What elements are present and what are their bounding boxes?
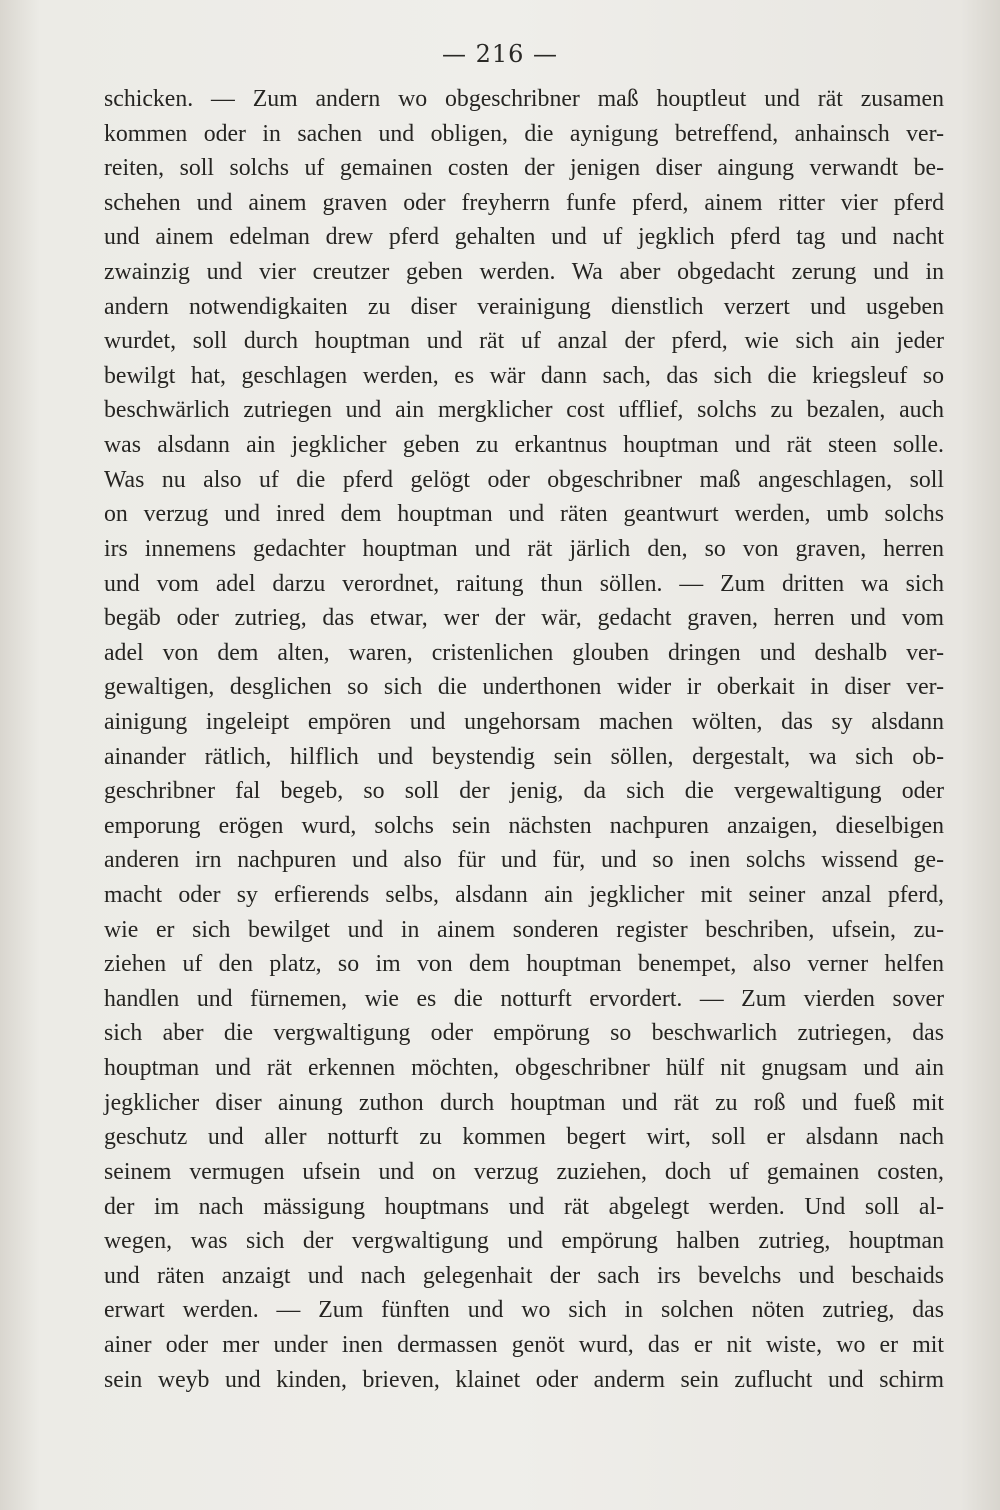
text-line: kommen oder in sachen und obligen, die aynigung betreffend, anhainsch ver- xyxy=(104,120,944,147)
text-line: geschutz und aller notturft zu kommen begert wirt, soll er alsdann nach xyxy=(104,1124,944,1151)
text-line: bewilgt hat, geschlagen werden, es wär dann sach, das sich die kriegsleuf so xyxy=(104,362,944,389)
text-line: houptman und rät erkennen möchten, obgeschribner hülf nit gnugsam und ain xyxy=(104,1055,944,1082)
text-line: anderen irn nachpuren und also für und für, und so inen solchs wissend ge- xyxy=(104,847,944,874)
text-line: jegklicher diser ainung zuthon durch houptman und rät zu roß und fueß mit xyxy=(104,1089,944,1116)
text-line: zwainzig und vier creutzer geben werden. Wa aber obgedacht zerung und in xyxy=(104,259,944,286)
text-line: macht oder sy erfierends selbs, alsdann ain jegklicher mit seiner anzal pferd, xyxy=(104,882,944,909)
text-line: wegen, was sich der vergwaltigung und empörung halben zutrieg, houptman xyxy=(104,1228,944,1255)
text-line: ziehen uf den platz, so im von dem houptman benempet, also verner helfen xyxy=(104,951,944,978)
text-line: schicken. — Zum andern wo obgeschribner maß houptleut und rät zusamen xyxy=(104,86,944,112)
text-line: begäb oder zutrieg, das etwar, wer der wär, gedacht graven, herren und vom xyxy=(104,605,944,632)
text-line: und räten anzaigt und nach gelegenhait der sach irs bevelchs und beschaids xyxy=(104,1262,944,1289)
text-line: emporung erögen wurd, solchs sein nächsten nachpuren anzaigen, dieselbigen xyxy=(104,812,944,839)
text-line: ainander rätlich, hilflich und beystendig sein söllen, dergestalt, wa sich ob- xyxy=(104,743,944,770)
text-line: on verzug und inred dem houptman und räten geantwurt werden, umb solchs xyxy=(104,501,944,528)
text-line: beschwärlich zutriegen und ain mergklicher cost ufflief, solchs zu bezalen, auch xyxy=(104,397,944,424)
text-line: ainer oder mer under inen dermassen genöt wurd, das er nit wiste, wo er mit xyxy=(104,1331,944,1358)
text-line: Was nu also uf die pferd gelögt oder obgeschribner maß angeschlagen, soll xyxy=(104,466,944,493)
text-line: ainigung ingeleipt empören und ungehorsam machen wölten, das sy alsdann xyxy=(104,708,944,735)
text-line: geschribner fal begeb, so soll der jenig, da sich die vergewaltigung oder xyxy=(104,778,944,805)
page-number: — 216 — xyxy=(441,40,559,68)
text-line: wie er sich bewilget und in ainem sonderen register beschriben, ufsein, zu- xyxy=(104,916,944,943)
body-text xyxy=(104,82,944,1397)
text-line: sich aber die vergwaltigung oder empörung so beschwarlich zutriegen, das xyxy=(104,1020,944,1047)
text-line: reiten, soll solchs uf gemainen costen der jenigen diser aingung verwandt be- xyxy=(104,155,944,182)
text-line: erwart werden. — Zum fünften und wo sich in solchen nöten zutrieg, das xyxy=(104,1297,944,1324)
text-line: irs innemens gedachter houptman und rät järlich den, so von graven, herren xyxy=(104,535,944,562)
text-line: gewaltigen, desglichen so sich die underthonen wider ir oberkait in diser ver- xyxy=(104,674,944,701)
text-line: was alsdann ain jegklicher geben zu erkantnus houptman und rät steen solle. xyxy=(104,432,944,459)
text-line: seinem vermugen ufsein und on verzug zuziehen, doch uf gemainen costen, xyxy=(104,1158,944,1185)
text-line: wurdet, soll durch houptman und rät uf anzal der pferd, wie sich ain jeder xyxy=(104,328,944,355)
text-line: handlen und fürnemen, wie es die notturft ervordert. — Zum vierden sover xyxy=(104,985,944,1012)
text-line: schehen und ainem graven oder freyherrn funfe pferd, ainem ritter vier pferd xyxy=(104,189,944,216)
text-line: und ainem edelman drew pferd gehalten und uf jegklich pferd tag und nacht xyxy=(104,224,944,251)
text-line: adel von dem alten, waren, cristenlichen glouben dringen und deshalb ver- xyxy=(104,639,944,666)
text-line: der im nach mässigung houptmans und rät abgelegt werden. Und soll al- xyxy=(104,1193,944,1220)
text-line: und vom adel darzu verordnet, raitung thun söllen. — Zum dritten wa sich xyxy=(104,570,944,597)
text-line: sein weyb und kinden, brieven, klainet oder anderm sein zuflucht und schirm xyxy=(104,1366,944,1393)
text-line: andern notwendigkaiten zu diser verainigung dienstlich verzert und usgeben xyxy=(104,293,944,320)
